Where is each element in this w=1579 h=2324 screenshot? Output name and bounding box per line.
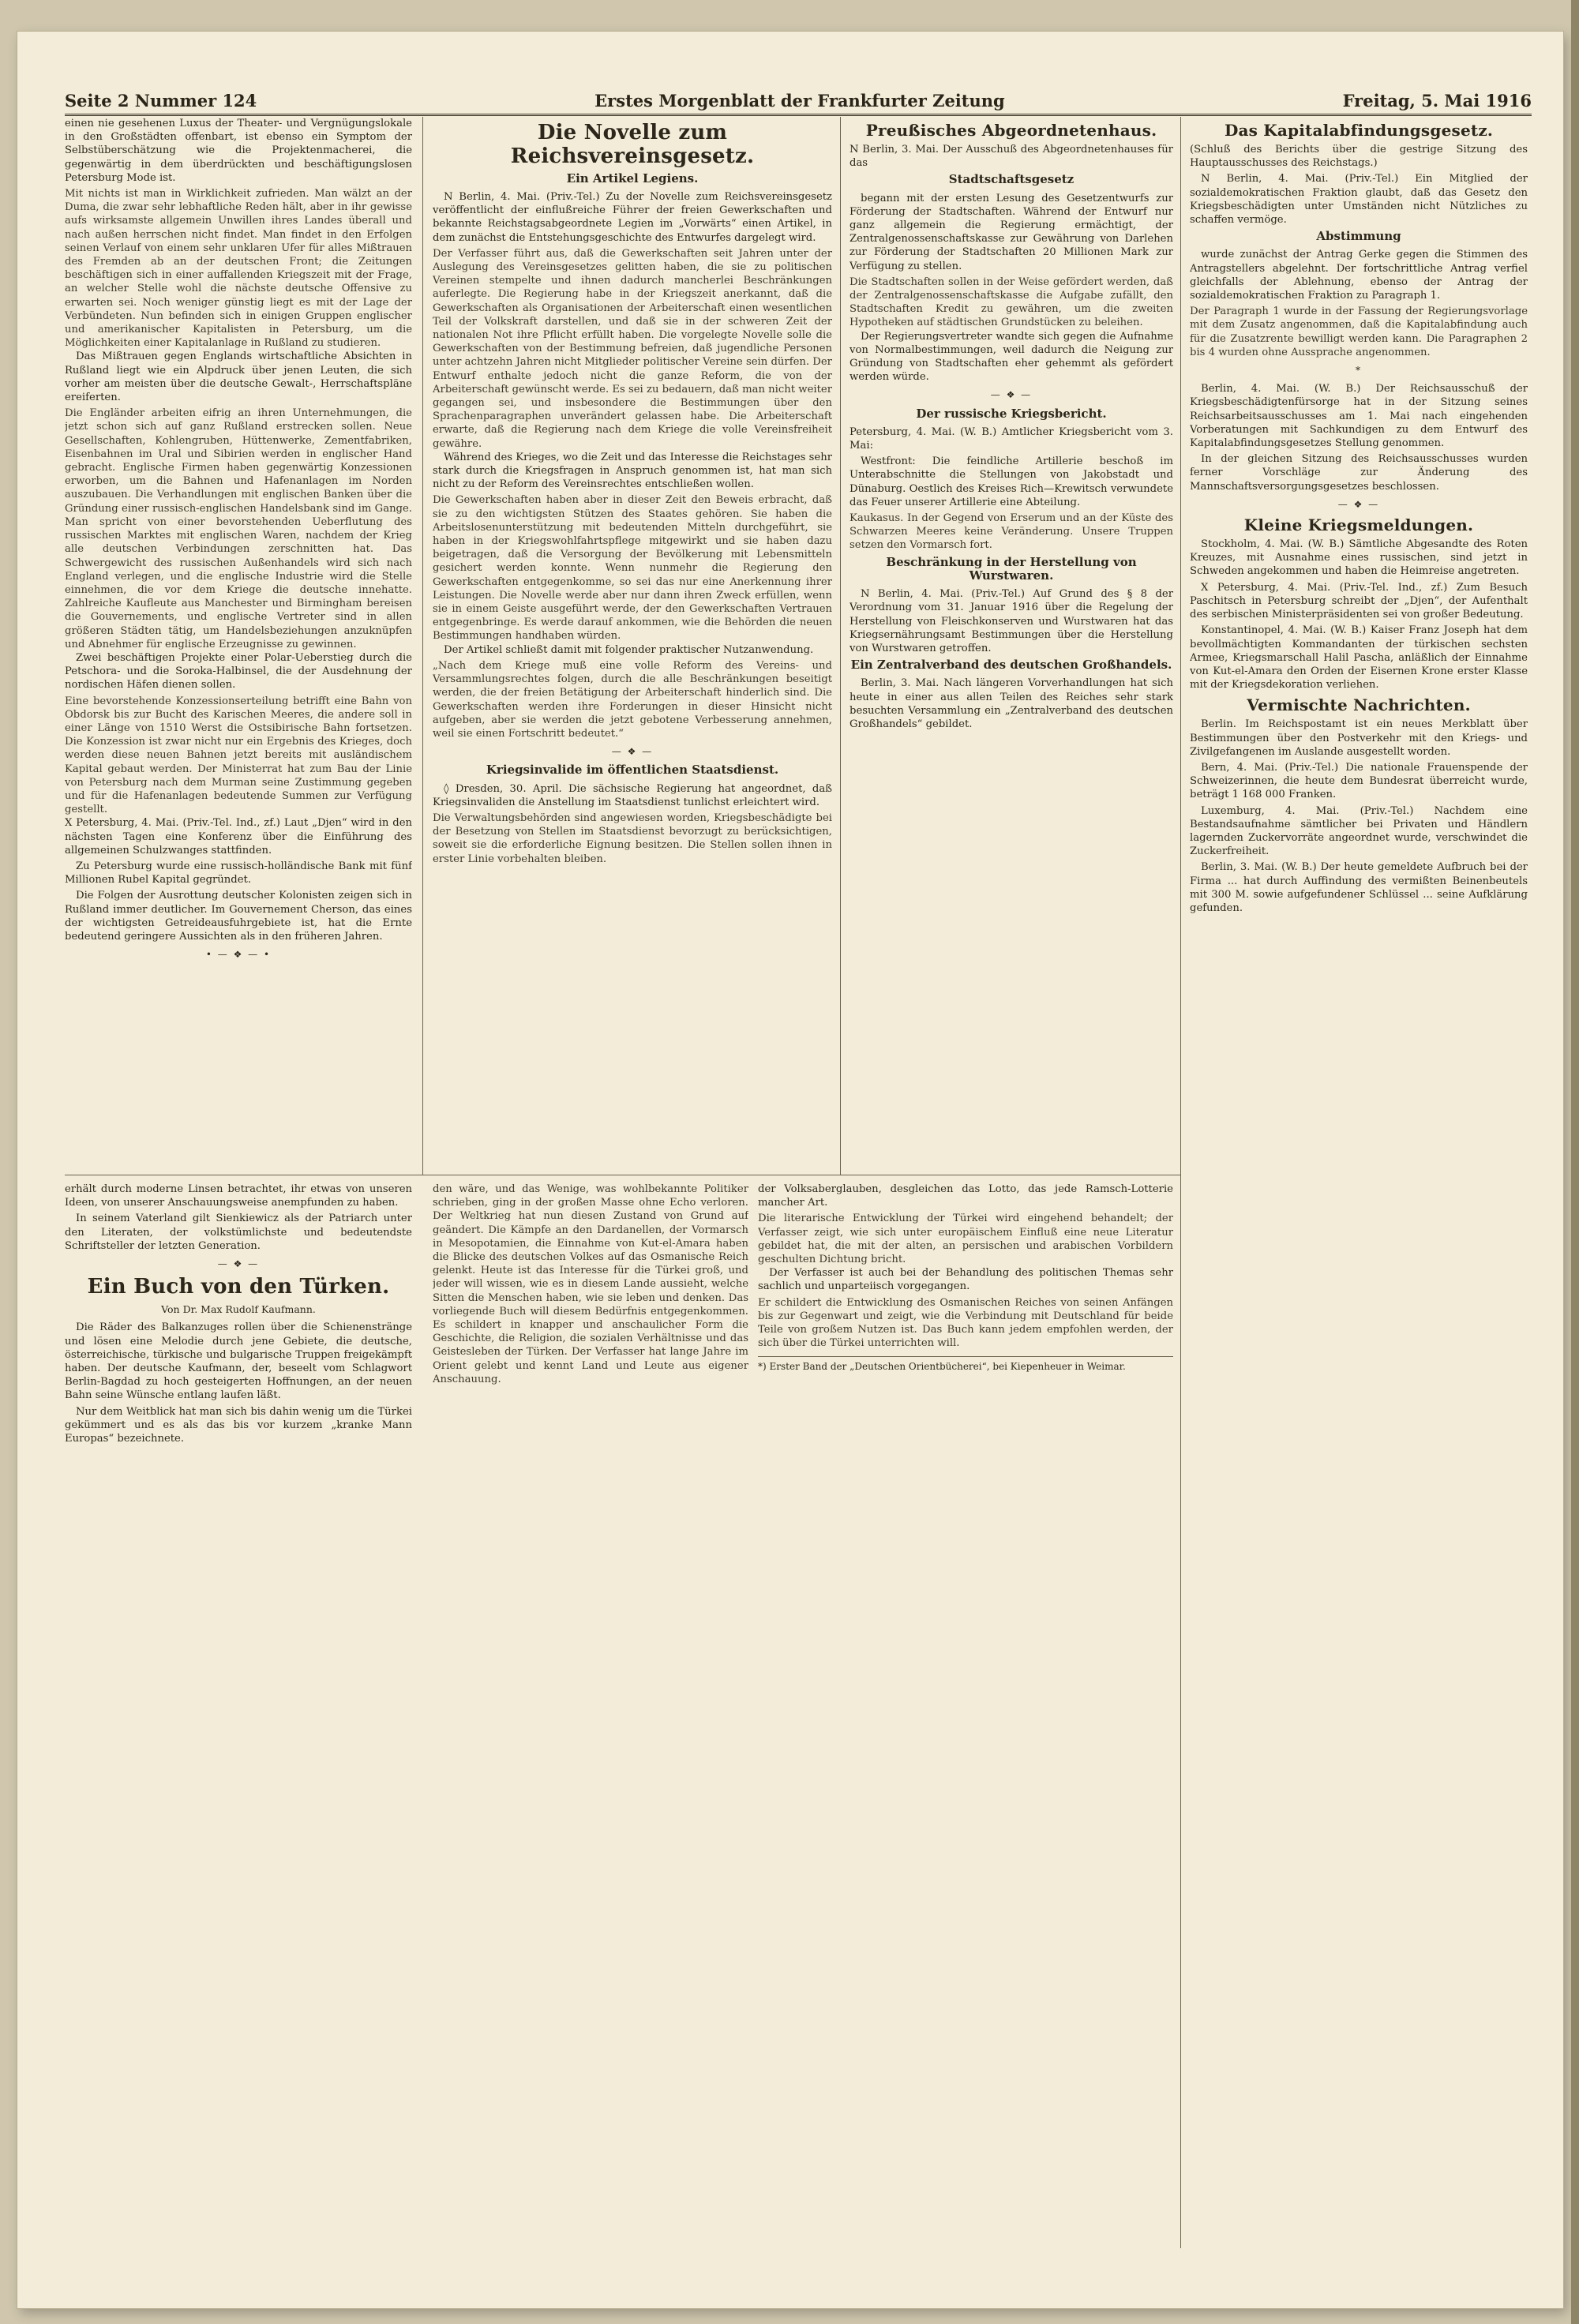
- ornament: — ❖ —: [1337, 498, 1380, 510]
- col4-paragraph: Berlin, 4. Mai. (W. B.) Der Reichsausschuß der Kriegsbeschädigtenfürsorge hat in der Sitzung seines Reichsarbeitsausschusses am 1. Mai nach eingehenden Vorberatungen mit Sachkundigen zu dem Entwurf des Kapitalabfindungsgesetzes Stellung genommen.: [1190, 383, 1528, 450]
- article-heading: Beschränkung in der Herstellung von Wurstwaren.: [886, 554, 1137, 583]
- article-heading: Kriegsinvalide im öffentlichen Staatsdienst.: [486, 763, 779, 778]
- col3-paragraph: Berlin, 3. Mai. Nach längeren Vorverhandlungen hat sich heute in einer aus allen Teilen des Reiches sehr stark besuchten Versammlung ein „Zentralverband des deutschen Großhandels“ gebildet.: [850, 677, 1173, 730]
- col3-paragraph: begann mit der ersten Lesung des Gesetzentwurfs zur Förderung der Stadtschaften. Während der Entwurf nur ganz allgemein die Regierung ermächtigt, der Zentralgenossenschaftskasse zur Gewährung von Darlehen zur Förderung der Stadtschaften 20 Millionen Mark zur Verfügung zu stellen.: [850, 192, 1173, 272]
- feuilleton-paragraph: der Volksaberglauben, desgleichen das Lotto, das jede Ramsch-Lotterie mancher Art.: [758, 1183, 1173, 1209]
- column-rule: [840, 117, 841, 1175]
- ornament: — ❖ —: [990, 389, 1033, 401]
- col4-paragraph: Berlin. Im Reichspostamt ist ein neues Merkblatt über Bestimmungen über den Postverkehr mit den Kriegs- und Zivilgefangenen im Auslande ausgestellt worden.: [1190, 718, 1528, 758]
- col1-paragraph: Zwei beschäftigen Projekte einer Polar-Ueberstieg durch die Petschora- und die Soroka-Halbinsel, die der Ausdehnung der nordischen Häfen dienen sollen.: [65, 651, 412, 692]
- col4-paragraph: X Petersburg, 4. Mai. (Priv.-Tel. Ind., zf.) Zum Besuch Paschitsch in Petersburg schreibt der „Djen“, der Aufenthalt des serbischen Ministerpräsidenten sei von großer Bedeutung.: [1190, 581, 1528, 621]
- feuilleton-filler: den wäre, und das Wenige, was wohlbekannte Politiker schrieben, ging in der großen Masse ohne Echo verloren. Der Weltkrieg hat nun diesen Zustand von Grund auf geändert. Die Kämpfe an den Dardanellen, der Vormarsch in Mesopotamien, die Einnahme von Kut-el-Amara haben die Blicke des deutschen Volkes auf das Osmanische Reich gelenkt. Heute ist das Interesse für die Türkei groß, und jeder will wissen, wie es in diesem Lande aussieht, welche Sitten die Menschen haben, wie sie leben und denken. Das vorliegende Buch will diesem Bedürfnis entgegenkommen. Es schildert in knapper und anschaulicher Form die Geschichte, die Religion, die sozialen Verhältnisse und das Geistesleben der Türken. Der Verfasser hat lange Jahre im Orient gelebt und kennt Land und Leute aus eigener Anschauung.: [433, 1183, 748, 1385]
- col4-paragraph: Luxemburg, 4. Mai. (Priv.-Tel.) Nachdem eine Bestandsaufnahme sämtlicher bei Privaten und Händlern lagernden Zuckervorräte angeordnet wurde, verschwindet die Zuckerfreiheit.: [1190, 804, 1528, 858]
- feuilleton-paragraph: In seinem Vaterland gilt Sienkiewicz als der Patriarch unter den Literaten, der volkstümlichste und bedeutendste Schriftsteller der letzten Generation.: [65, 1213, 412, 1252]
- col2-paragraph: ◊ Dresden, 30. April. Die sächsische Regierung hat angeordnet, daß Kriegsinvaliden die Anstellung im Staatsdienst tunlichst erleichtert wird.: [433, 782, 832, 808]
- article-title: Die Novelle zum Reichsvereinsgesetz.: [510, 121, 755, 168]
- ornament: *: [1356, 365, 1362, 377]
- col1-filler: Mit nichts ist man in Wirklichkeit zufrieden. Man wälzt an der Duma, die zwar sehr lebhaftliche Reden hält, aber in ihr gewisse aufs wirksamste allgemein Unwillen ihres Landes überall und nach außen herrschen nicht findet. Man findet in den Erfolgen seinen Verlauf von einem sehr unklaren Ufer für alles Mißtrauen des Fremden ab an der deutschen Front; die Zeitungen beschäftigen sich in einer auffallenden Kriegszeit mit der Frage, an welcher Stelle wohl die nächste deutsche Offensive zu erwarten sei. Noch weniger günstig liegt es mit der Lage der Verbündeten. Nun befinden sich in einigen Gruppen englischer und amerikanischer Kapitalisten in Petersburg, um die Möglichkeiten einer Kapitalanlage in Rußland zu studieren.: [65, 188, 412, 350]
- col2-filler: Die Gewerkschaften haben aber in dieser Zeit den Beweis erbracht, daß sie zu den wichtigsten Stützen des Staates gehören. Sie haben die Arbeitslosenunterstützung mit bedeutenden Mitteln durchgeführt, sie haben in der Kriegswohlfahrtspflege mitgewirkt und sie haben dazu beigetragen, daß die Versorgung der Bevölkerung mit Lebensmitteln gesichert werden konnte. Wenn nunmehr die Regierung den Gewerkschaften entgegenkomme, so sei das nur eine Anerkennung ihrer Leistungen. Die Novelle werde aber nur dann ihren Zweck erfüllen, wenn sie in einem Geiste ausgeführt werde, der den Gewerkschaften Vertrauen entgegenbringe. Es werde darauf ankommen, wie die Behörden die neuen Bestimmungen handhaben würden.: [433, 494, 832, 643]
- col2-paragraph: N Berlin, 4. Mai. (Priv.-Tel.) Zu der Novelle zum Reichsvereinsgesetz veröffentlicht der einflußreiche Führer der freien Gewerkschaften und bekannte Reichstagsabgeordnete Legien im „Vorwärts“ einen Artikel, in dem zunächst die Entstehungsgeschichte des Entwurfes dargelegt wird.: [433, 190, 832, 244]
- column-3: [850, 117, 1173, 1167]
- feuilleton-paragraph: Nur dem Weitblick hat man sich bis dahin wenig um die Türkei gekümmert und es als das bis vor kurzem „kranke Mann Europas“ bezeichnete.: [65, 1405, 412, 1445]
- masthead-left: Seite 2 Nummer 124: [65, 91, 257, 111]
- page-edge: [1571, 0, 1579, 2324]
- col4-paragraph: In der gleichen Sitzung des Reichsausschusses wurden ferner Vorschläge zur Änderung des Mannschaftsversorgungsgesetzes beschlossen.: [1190, 453, 1528, 493]
- col3-paragraph: Westfront: Die feindliche Artillerie beschoß im Unterabschnitte die Stellungen von Jakobstadt und Dünaburg. Oestlich des Kreises Rich—Krewitsch verwundete das Feuer unserer Artillerie eine Abteilung.: [850, 455, 1173, 508]
- feuilleton-column-1: [65, 1183, 412, 2272]
- col4-filler: Der Paragraph 1 wurde in der Fassung der Regierungsvorlage mit dem Zusatz angenommen, daß die Kapitalabfindung auch für die Zusatzrente bewilligt werden kann. Die Paragraphen 2 bis 4 wurden ohne Aussprache angenommen.: [1190, 305, 1528, 358]
- footnote: *) Erster Band der „Deutschen Orientbücherei“, bei Kiepenheuer in Weimar.: [758, 1356, 1173, 1374]
- article-title: Preußisches Abgeordnetenhaus.: [865, 121, 1157, 140]
- article-title: Kleine Kriegsmeldungen.: [1243, 515, 1474, 535]
- col4-paragraph: Konstantinopel, 4. Mai. (W. B.) Kaiser Franz Joseph hat dem bevollmächtigten Kommandanten der türkischen sechsten Armee, Kriegsmarschall Halil Pascha, anläßlich der Einnahme von Kut-el-Amara den Orden der Eisernen Krone erster Klasse mit der Kriegsdekoration verliehen.: [1190, 624, 1528, 692]
- column-rule: [422, 117, 423, 1175]
- feuilleton-paragraph: Die Räder des Balkanzuges rollen über die Schienenstränge und lösen eine Melodie durch jene Gebiete, die deutsche, österreichische, türkische und bulgarische Truppen freigekämpft haben. Der deutsche Kaufmann, der, beseelt vom Schlagwort Berlin-Bagdad zu hoch gesteigerten Hoffnungen, an der neuen Bahn seine Wünsche entlang laufen läßt.: [65, 1321, 412, 1402]
- col2-filler: Die Verwaltungsbehörden sind angewiesen worden, Kriegsbeschädigte bei der Besetzung von Stellen im Staatsdienst bevorzugt zu berücksichtigen, soweit sie die erforderliche Eignung besitzen. Die Stellen sollen ihnen in erster Linie vorbehalten bleiben.: [433, 812, 832, 865]
- col1-news: X Petersburg, 4. Mai. (Priv.-Tel. Ind., zf.) Laut „Djen“ wird in den nächsten Tagen eine Konferenz über die Einführung des allgemeinen Schulzwanges stattfinden.: [65, 817, 412, 857]
- article-heading: Stadtschaftsgesetz: [948, 172, 1075, 187]
- feuilleton-column-2: [433, 1183, 748, 2272]
- col1-filler: Die Engländer arbeiten eifrig an ihren Unternehmungen, die jetzt schon sich auf ganz Rußland erstrecken sollen. Neue Gesellschaften, Kohlengruben, Hüttenwerke, Zementfabriken, Eisenbahnen im Ural und Sibirien werden in englischer Hand gebracht. Englische Firmen haben gegenwärtig Konzessionen erworben, um die Bahnen und Hafenanlagen im Norden auszubauen. Die Verhandlungen mit englischen Banken über die Gründung einer russisch-englischen Handelsbank sind im Gange. Man spricht von einer bevorstehenden Ueberflutung des russischen Marktes mit englischen Waren, nachdem der Krieg alle deutschen Verbindungen zerschnitten hat. Das Schwergewicht des russischen Außenhandels wird sich nach England verlegen, und die englische Industrie wird die Stelle einnehmen, die vor dem Kriege die deutsche innehatte. Zahlreiche Kaufleute aus Manchester und Birmingham bereisen die Gouvernements, und englische Vertreter sind in allen größeren Städten tätig, um Handelsbeziehungen anzuknüpfen und Abnehmer für englische Erzeugnisse zu gewinnen.: [65, 407, 412, 650]
- ornament: — ❖ —: [611, 746, 654, 758]
- article-title: Das Kapitalabfindungsgesetz.: [1224, 121, 1494, 140]
- col1-paragraph: einen nie gesehenen Luxus der Theater- und Vergnügungslokale in den Großstädten offenbart, ist ebenso ein Symptom der Selbstüberschätzung wie die Projektenmacherei, die gegenwärtig in dem überdrückten und beschäftigungslosen Petersburg Mode ist.: [65, 118, 412, 184]
- article-heading: Der russische Kriegsbericht.: [916, 406, 1107, 421]
- column-rule: [1180, 117, 1181, 2248]
- col4-paragraph: N Berlin, 4. Mai. (Priv.-Tel.) Ein Mitglied der sozialdemokratischen Fraktion glaubt, daß das Gesetz den Kriegsbeschädigten unter Umständen nicht Nützliches zu schaffen vermöge.: [1190, 173, 1528, 227]
- feuilleton-column-3: [758, 1183, 1173, 2272]
- col4-paragraph: Stockholm, 4. Mai. (W. B.) Sämtliche Abgesandte des Roten Kreuzes, mit Ausnahme eines russischen, sind jetzt in Schweden angekommen und haben die Heimreise angetreten.: [1190, 538, 1528, 578]
- col1-news: Zu Petersburg wurde eine russisch-holländische Bank mit fünf Millionen Rubel Kapital gegründet.: [65, 860, 412, 886]
- col2-filler: Der Verfasser führt aus, daß die Gewerkschaften seit Jahren unter der Auslegung des Vereinsgesetzes gelitten haben, die sie zu politischen Vereinen stempelte und ihnen dadurch mancherlei Beschränkungen auferlegte. Die Regierung habe in der Kriegszeit anerkannt, daß die Gewerkschaften als Organisationen der Arbeiterschaft einen wesentlichen Teil der Volkskraft darstellen, und daß sie in der schweren Zeit der nationalen Not ihre Pflicht erfüllt haben. Die vorgelegte Novelle solle die Gewerkschaften von der Bestimmung befreien, daß jugendliche Personen unter achtzehn Jahren nicht Mitglieder politischer Vereine sein dürfen. Der Entwurf enthalte jedoch nicht die ganze Reform, die von der Arbeiterschaft gewünscht werde. Es sei zu bedauern, daß man nicht weiter gegangen sei, und insbesondere die Bestimmungen über den Sprachenparagraphen unverändert gelassen habe. Die Arbeiterschaft erwarte, daß die Regierung nach dem Kriege die volle Vereinsfreiheit gewähre.: [433, 247, 832, 450]
- ornament: • — ❖ — •: [205, 949, 272, 961]
- masthead: [65, 79, 1532, 116]
- ornament: — ❖ —: [217, 1258, 260, 1270]
- col2-paragraph: Der Artikel schließt damit mit folgender praktischer Nutzanwendung.: [444, 643, 814, 656]
- masthead-center: Erstes Morgenblatt der Frankfurter Zeitung: [594, 91, 1005, 111]
- col3-paragraph: N Berlin, 3. Mai. Der Ausschuß des Abgeordnetenhauses für das: [850, 144, 1173, 170]
- col1-news: Die Folgen der Ausrottung deutscher Kolonisten zeigen sich in Rußland immer deutlicher. Im Gouvernement Cherson, das eines der wichtigsten Getreideausfuhrgebiete ist, hat die Ernte bedeutend geringere Aussichten als in den früheren Jahren.: [65, 890, 412, 943]
- col1-filler: Eine bevorstehende Konzessionserteilung betrifft eine Bahn von Obdorsk bis zur Bucht des Karischen Meeres, die andere soll in einer Länge von 1510 Werst die Ostsibirische Bahn fortsetzen. Die Konzession ist zwar nicht nur ein Ergebnis des Krieges, doch werden diese neuen Bahnen jetzt bereits mit ausländischem Kapital gebaut werden. Der Ministerrat hat zum Bau der Linie von Petersburg nach dem Murman seine Zustimmung gegeben und für die Hafenanlagen bedeutende Summen zur Verfügung gestellt.: [65, 695, 412, 816]
- col4-paragraph: Bern, 4. Mai. (Priv.-Tel.) Die nationale Frauenspende der Schweizerinnen, die heute dem Bundesrat überreicht wurde, beträgt 1 168 000 Franken.: [1190, 761, 1528, 801]
- article-heading: Ein Zentralverband des deutschen Großhandels.: [850, 658, 1172, 673]
- feuilleton-filler: Die literarische Entwicklung der Türkei wird eingehend behandelt; der Verfasser zeigt, wie sich unter europäischem Einfluß eine neue Literatur gebildet hat, die mit der alten, an persischen und arabischen Vorbildern geschulten Dichtung bricht.: [758, 1213, 1173, 1266]
- col3-paragraph: Petersburg, 4. Mai. (W. B.) Amtlicher Kriegsbericht vom 3. Mai:: [850, 425, 1173, 452]
- col4-paragraph: (Schluß des Berichts über die gestrige Sitzung des Hauptausschusses des Reichstags.): [1190, 144, 1528, 170]
- column-1: [65, 117, 412, 1167]
- column-2: [433, 117, 832, 1167]
- feuilleton-title: Ein Buch von den Türken.: [87, 1275, 390, 1299]
- col3-paragraph: Der Regierungsvertreter wandte sich gegen die Aufnahme von Normalbestimmungen, weil dadurch die Neigung zur Gründung von Stadtschaften eher gehemmt als gefördert werden würde.: [850, 330, 1173, 384]
- col3-filler: Kaukasus. In der Gegend von Erserum und an der Küste des Schwarzen Meeres keine Veränderung. Unsere Truppen setzen den Vormarsch fort.: [850, 512, 1173, 552]
- article-title: Vermischte Nachrichten.: [1247, 695, 1471, 715]
- feuilleton-byline: Von Dr. Max Rudolf Kaufmann.: [161, 1303, 316, 1316]
- col2-filler: „Nach dem Kriege muß eine volle Reform des Vereins- und Versammlungsrechtes folgen, durch die alle Beschränkungen beseitigt werden, die der freien Betätigung der Arbeiterschaft hinderlich sind. Die Gewerkschaften werden ihre Forderungen in dieser Hinsicht nicht aufgeben, aber sie werden die jetzt gebotene Verbesserung annehmen, weil sie einen Fortschritt bedeutet.“: [433, 659, 832, 740]
- column-4: [1190, 117, 1528, 2248]
- col3-paragraph: N Berlin, 4. Mai. (Priv.-Tel.) Auf Grund des § 8 der Verordnung vom 31. Januar 1916 über die Regelung der Herstellung von Fleischkonserven und Wurstwaren hat das Kriegsernährungsamt Bestimmungen über die Herstellung von Wurstwaren getroffen.: [850, 588, 1173, 654]
- col4-paragraph: Berlin, 3. Mai. (W. B.) Der heute gemeldete Aufbruch bei der Firma ... hat durch Auffindung des vermißten Beinenbeutels mit 300 M. sowie aufgefundener Schlüssel ... seine Aufklärung gefunden.: [1190, 861, 1528, 914]
- col3-filler: Die Stadtschaften sollen in der Weise gefördert werden, daß der Zentralgenossenschaftskasse die Aufgabe zufällt, den Stadtschaften Kredit zu gewähren, um die zweiten Hypotheken auf städtischen Grundstücken zu beleihen.: [850, 276, 1173, 329]
- masthead-right: Freitag, 5. Mai 1916: [1342, 91, 1532, 111]
- col4-paragraph: wurde zunächst der Antrag Gerke gegen die Stimmen des Antragstellers abgelehnt. Der fortschrittliche Antrag verfiel gleichfalls der Ablehnung, ebenso der Antrag der sozialdemokratischen Fraktion zu Paragraph 1.: [1190, 249, 1528, 302]
- col1-paragraph: Das Mißtrauen gegen Englands wirtschaftliche Absichten in Rußland liegt wie ein Alpdruck über jenen Leuten, die sich vorher am meisten über die deutsche Gewalt-, Herrschaftspläne ereiferten.: [65, 350, 412, 404]
- feuilleton-paragraph: erhält durch moderne Linsen betrachtet, ihr etwas von unseren Ideen, von unserer Anschauungsweise anempfunden zu haben.: [65, 1183, 412, 1209]
- col2-paragraph: Während des Krieges, wo die Zeit und das Interesse die Reichstages sehr stark durch die Kriegsfragen in Anspruch genommen ist, hat man sich nicht zu der Reform des Vereinsrechtes entschließen wollen.: [433, 451, 832, 491]
- feuilleton-paragraph: Der Verfasser ist auch bei der Behandlung des politischen Themas sehr sachlich und unparteiisch vorgegangen.: [758, 1267, 1173, 1293]
- article-subtitle: Ein Artikel Legiens.: [566, 171, 699, 186]
- feuilleton-filler: Er schildert die Entwicklung des Osmanischen Reiches von seinen Anfängen bis zur Gegenwart und zeigt, wie die Verbindung mit Deutschland für beide Teile von großem Nutzen ist. Das Buch kann jedem empfohlen werden, der sich über die Türkei unterrichten will.: [758, 1296, 1173, 1350]
- article-heading: Abstimmung: [1316, 229, 1401, 244]
